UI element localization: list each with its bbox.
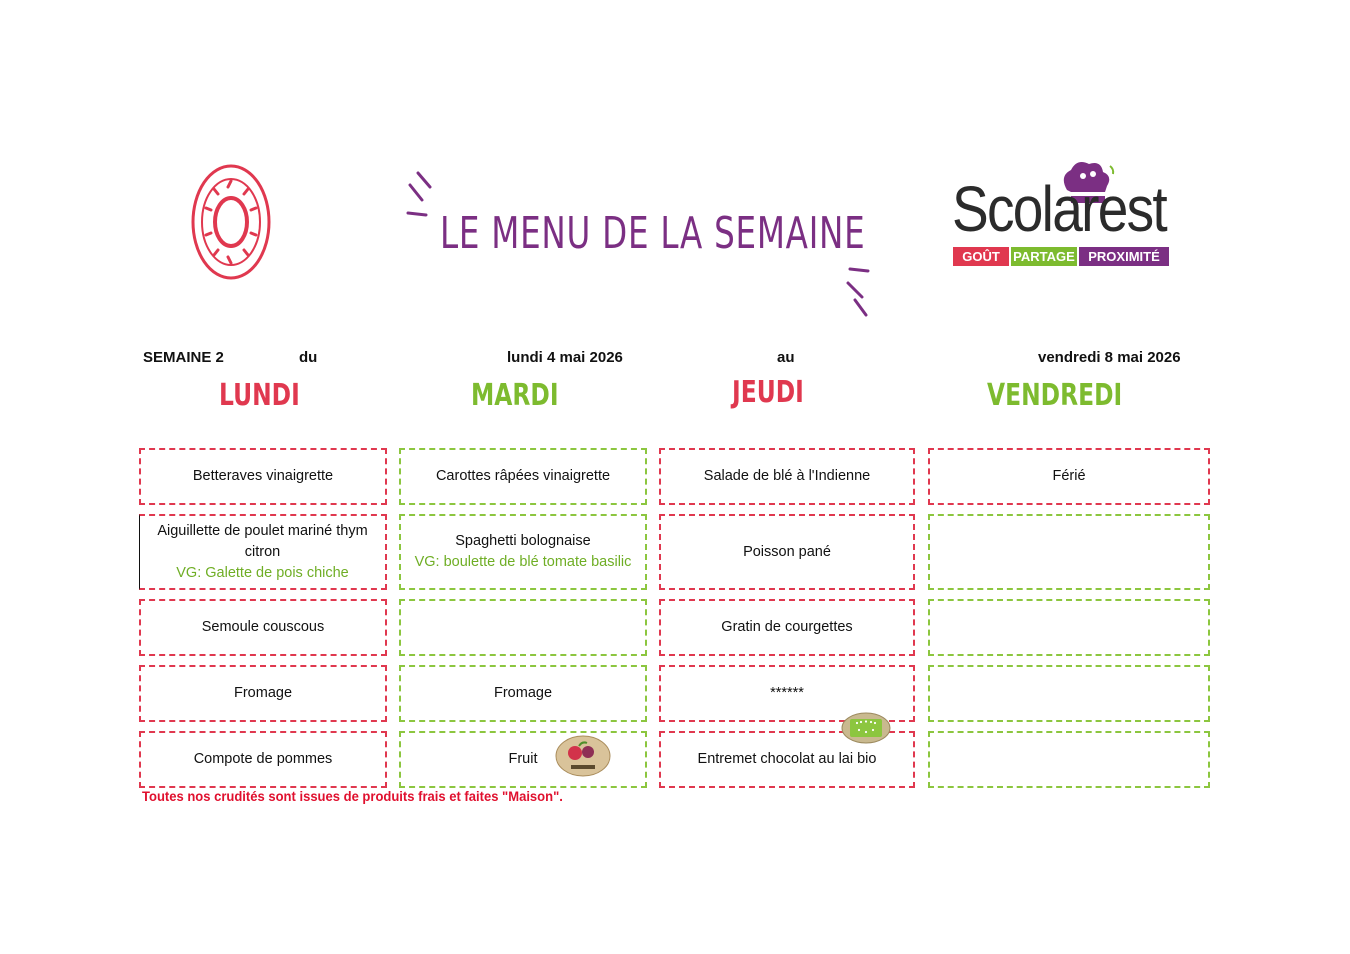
brand-name: Scolarest [952, 173, 1166, 245]
menu-cell-vendredi-cheese [928, 665, 1210, 722]
week-label: SEMAINE 2 [143, 349, 224, 366]
tag-proximite: PROXIMITÉ [1079, 247, 1169, 266]
dish-name: Poisson pané [743, 543, 831, 560]
dish-name: Compote de pommes [193, 751, 333, 767]
menu-cell-lundi-side [139, 599, 387, 656]
organic-eu-leaf-icon [841, 712, 891, 744]
week-from-date: lundi 4 mai 2026 [507, 349, 623, 366]
menu-cell-vendredi-dessert [928, 731, 1210, 788]
tomato-plate-icon [190, 163, 272, 281]
footnote: Toutes nos crudités sont issues de produits frais et faites "Maison". [142, 788, 563, 804]
dish-name: Salade de blé à l'Indienne [703, 468, 871, 484]
dish-name: Entremet chocolat au lai bio [697, 751, 877, 767]
dish-name: Férié [1052, 468, 1086, 484]
week-to-date: vendredi 8 mai 2026 [1038, 349, 1181, 366]
dish-name: Carottes râpées vinaigrette [435, 468, 611, 484]
menu-cell-vendredi-main [928, 514, 1210, 590]
tag-gout: GOÛT [953, 247, 1009, 266]
dish-name: Fromage [493, 685, 553, 701]
menu-cell-jeudi-side [659, 599, 915, 656]
fresh-fruit-badge-icon [555, 735, 611, 777]
menu-cell-lundi-main [139, 514, 387, 590]
menu-cell-mardi-main [399, 514, 647, 590]
dish-name: Semoule couscous [201, 619, 325, 635]
dish-name: Spaghetti bolognaise [455, 533, 591, 549]
day-header-lundi: LUNDI [219, 378, 300, 413]
vegetarian-option: VG: boulette de blé tomate basilic [414, 554, 632, 570]
tag-partage: PARTAGE [1011, 247, 1077, 266]
menu-cell-lundi-starter [139, 448, 387, 505]
day-header-jeudi: JEUDI [732, 375, 804, 410]
week-from-word: du [299, 349, 318, 366]
week-to-word: au [777, 349, 795, 366]
menu-cell-lundi-dessert [139, 731, 387, 788]
dish-name: Betteraves vinaigrette [192, 468, 334, 484]
menu-cell-vendredi-side [928, 599, 1210, 656]
menu-cell-mardi-starter [399, 448, 647, 505]
dish-name: ****** [770, 685, 804, 701]
menu-cell-jeudi-starter [659, 448, 915, 505]
menu-cell-jeudi-main [659, 514, 915, 590]
menu-cell-vendredi-starter [928, 448, 1210, 505]
dish-name: Fruit [508, 751, 538, 767]
dish-name: Fromage [233, 685, 293, 701]
page-title: LE MENU DE LA SEMAINE [440, 208, 866, 259]
day-header-vendredi: VENDREDI [987, 378, 1123, 413]
vegetarian-option: VG: Galette de pois chiche [176, 564, 349, 581]
dish-name: Aiguillette de poulet mariné thym citron [157, 522, 368, 560]
menu-cell-mardi-side [399, 599, 647, 656]
menu-cell-mardi-cheese [399, 665, 647, 722]
day-header-mardi: MARDI [471, 378, 559, 413]
menu-cell-lundi-cheese [139, 665, 387, 722]
dish-name: Gratin de courgettes [721, 619, 853, 635]
